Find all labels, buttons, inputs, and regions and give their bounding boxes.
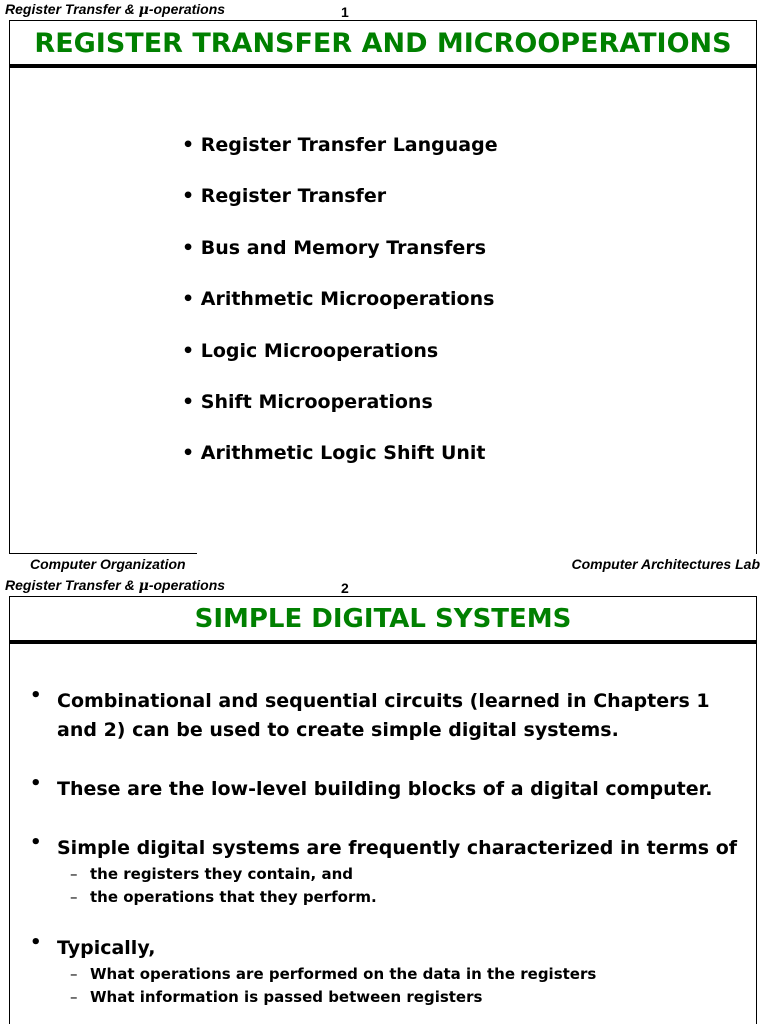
slide2-header-mu: μ [138, 578, 149, 594]
sub-bullet-item [70, 886, 377, 909]
bullet-glyph: • [30, 685, 42, 706]
topic-item: • Arithmetic Logic Shift Unit [182, 442, 486, 465]
sub-bullet-text: the operations that they perform. [90, 888, 377, 906]
slide1-header-suffix: -operations [148, 1, 226, 17]
topic-item: • Bus and Memory Transfers [182, 236, 486, 259]
slide2-frame [9, 596, 757, 1024]
slide1-bottom-rule [9, 553, 197, 554]
sub-bullet-list [70, 963, 596, 1009]
dash-glyph: – [70, 988, 78, 1006]
topic-item: • Arithmetic Microoperations [182, 288, 495, 311]
sub-bullet-text: What operations are performed on the data in the registers [90, 965, 597, 983]
topic-item: • Shift Microoperations [182, 390, 433, 413]
slide1-frame [9, 20, 757, 554]
slide1-running-header [5, 1, 225, 18]
bullet-glyph: • [30, 832, 42, 853]
slide1-header-prefix: Register Transfer & [5, 1, 139, 17]
footer-right: Computer Architectures Lab [571, 556, 760, 572]
dash-glyph: – [70, 865, 78, 883]
sub-bullet-item [70, 963, 596, 986]
bullet-glyph: • [30, 773, 42, 794]
topic-item: • Register Transfer Language [182, 134, 498, 156]
sub-bullet-item [70, 986, 596, 1009]
slide2-running-header [5, 577, 225, 594]
slide1-topic-list [182, 134, 498, 494]
slide1-header-mu: μ [138, 2, 149, 18]
dash-glyph: – [70, 965, 78, 983]
slide1-page-number: 1 [341, 4, 349, 20]
slide2-header-suffix: -operations [148, 577, 226, 593]
sub-bullet-item [70, 863, 377, 886]
sub-bullet-text: the registers they contain, and [90, 865, 353, 883]
slide2-header-prefix: Register Transfer & [5, 577, 139, 593]
dash-glyph: – [70, 888, 78, 906]
slide1-title: REGISTER TRANSFER AND MICROOPERATIONS [10, 21, 756, 68]
topic-item: • Logic Microoperations [182, 339, 439, 362]
footer-left: Computer Organization [30, 556, 186, 572]
slide2-title: SIMPLE DIGITAL SYSTEMS [10, 597, 756, 644]
bullet-text: Combinational and sequential circuits (learned in Chapters 1 and 2) can be used to create simple digital systems. [57, 690, 710, 741]
sub-bullet-text: What information is passed between registers [90, 988, 483, 1006]
bullet-text: Typically, [57, 937, 156, 959]
slide2-page-number: 2 [341, 580, 349, 596]
bullet-text: These are the low-level building blocks of a digital computer. [57, 778, 713, 800]
topic-item: • Register Transfer [182, 185, 387, 208]
bullet-glyph: • [30, 932, 42, 953]
sub-bullet-list [70, 863, 377, 909]
bullet-text: Simple digital systems are frequently characterized in terms of [57, 837, 738, 859]
